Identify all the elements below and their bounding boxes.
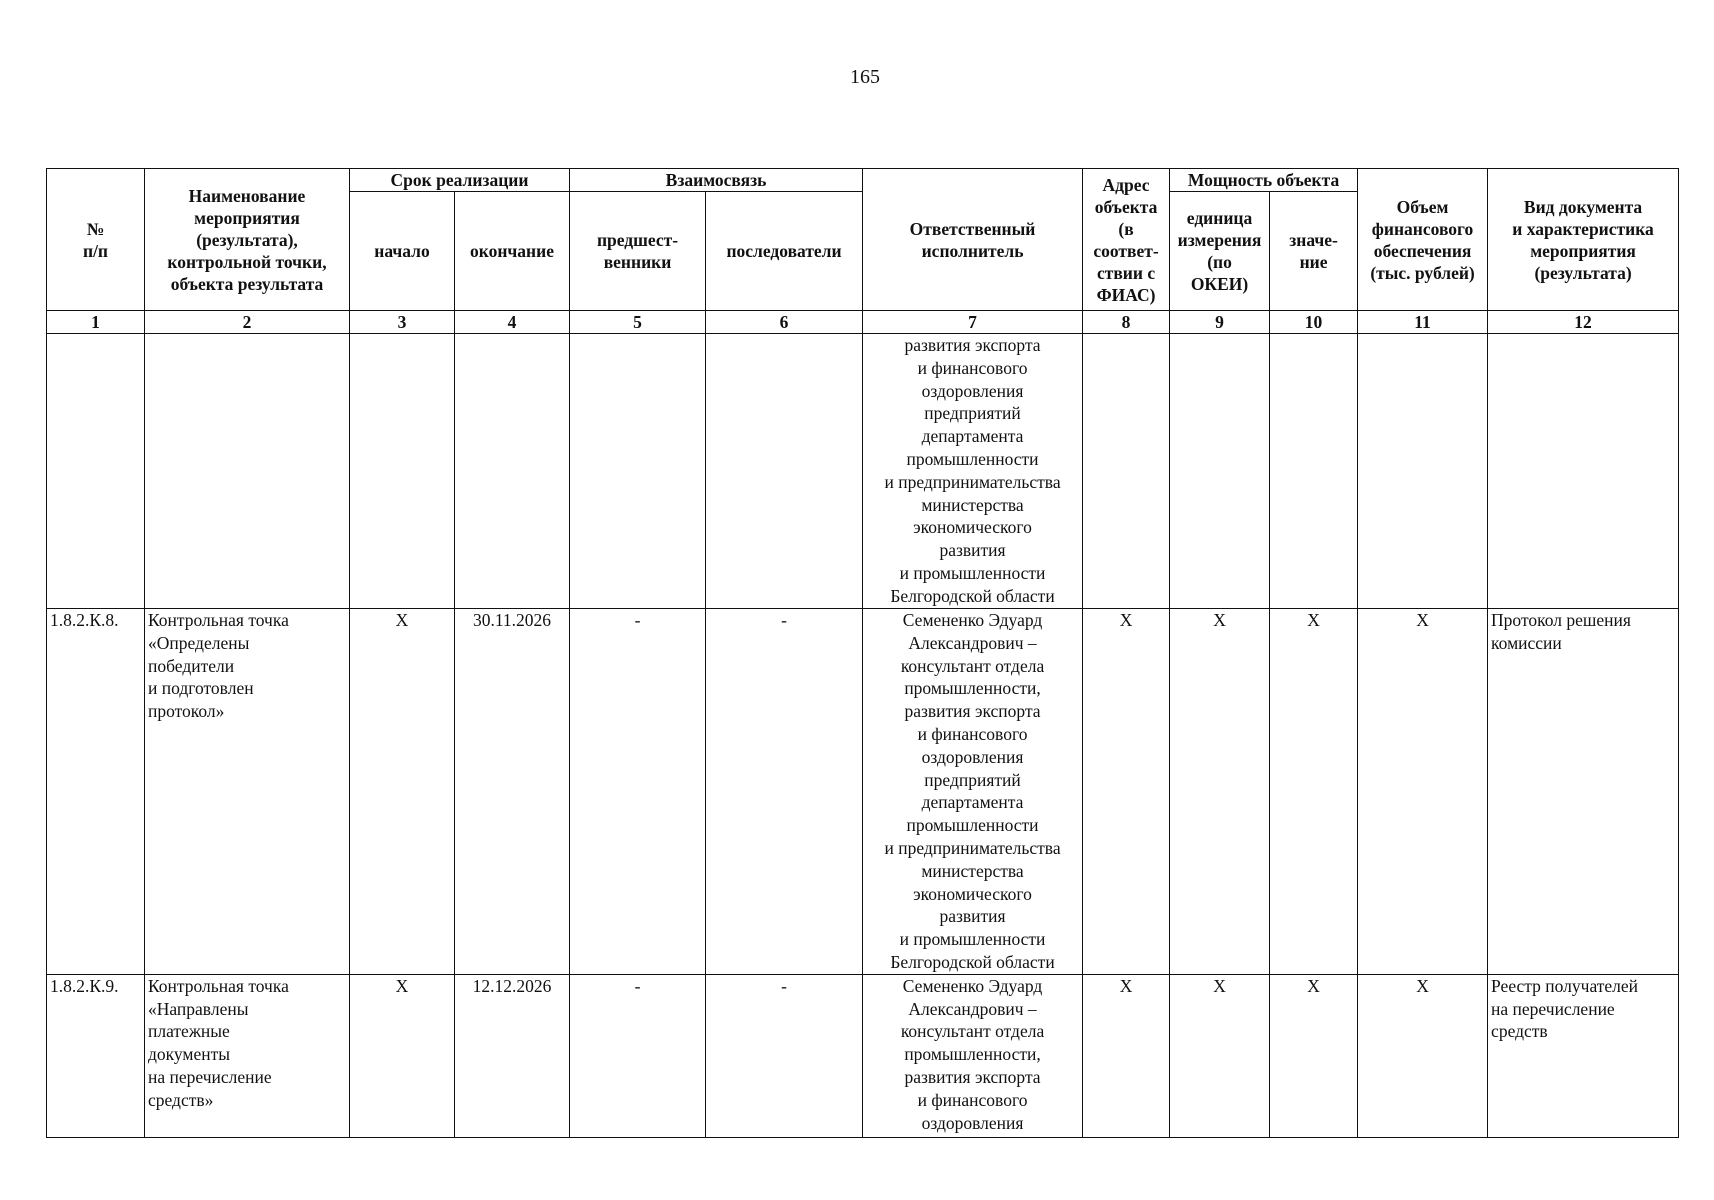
page-number: 165 [850,66,880,88]
header-term-end: окончание [455,192,570,311]
text-line: комиссии [1491,632,1562,653]
header-name [145,169,350,311]
column-number: 6 [706,311,863,334]
text-line: средств» [148,1089,214,1110]
row-finance-cell: X [1358,974,1488,1137]
text-line: «Определены [148,632,250,653]
text-line: Белгородской области [890,951,1055,972]
text-line: средств [1491,1021,1548,1042]
text-line: (в [1118,218,1134,239]
row-name-cell [145,609,350,975]
header-address [1083,169,1170,311]
header-link-succ: последователи [706,192,863,311]
text-line: победители [148,655,235,676]
text-line: промышленности, [904,1044,1041,1065]
row-end-cell: 30.11.2026 [455,609,570,975]
row-start-cell [350,334,455,609]
row-responsible-cell [863,334,1083,609]
text-line: Объем [1396,196,1449,217]
text-line: финансового [1371,218,1474,239]
text-line: и промышленности [899,929,1046,950]
text-line: оздоровления [921,1112,1024,1133]
text-line: промышленности [906,815,1039,836]
text-line: развития экспорта [904,701,1041,722]
text-line: и финансового [917,1089,1028,1110]
row-responsible-cell [863,974,1083,1137]
text-line: Ответственный [909,218,1036,239]
row-doc-cell [1488,334,1679,609]
header-responsible [863,169,1083,311]
header-capacity-group: Мощность объекта [1170,169,1358,192]
text-line: Протокол решения [1491,610,1631,630]
header-finance [1358,169,1488,311]
text-line: предприятий [924,403,1021,424]
plan-table [46,168,1679,1138]
header-num [47,169,145,311]
text-line: оздоровления [921,380,1024,401]
text-line: Реестр получателей [1491,975,1639,996]
text-line: Контрольная точка [148,975,289,996]
text-line: мероприятия [194,207,300,228]
text-line: измерения [1177,230,1262,250]
header-group-row [47,169,1679,192]
row-pred-cell: - [570,609,706,975]
text-line: платежные [148,1021,230,1042]
row-pred-cell: - [570,974,706,1137]
text-line: единица [1186,208,1253,228]
text-line: Семененко Эдуард [902,610,1043,630]
text-line: ФИАС) [1096,284,1156,305]
table-row-continuation [47,334,1679,609]
header-term-group: Срок реализации [350,169,570,192]
text-line: промышленности [906,448,1039,469]
column-number-row [47,311,1679,334]
column-number: 10 [1270,311,1358,334]
text-line: консультант отдела [900,655,1045,676]
column-number: 12 [1488,311,1679,334]
text-line: и финансового [917,723,1028,744]
row-value-cell: X [1270,974,1358,1137]
column-number: 8 [1083,311,1170,334]
text-line: Вид документа [1523,196,1643,217]
text-line: и предпринимательства [884,471,1061,492]
text-line: предприятий [924,769,1021,790]
text-line: № [86,218,105,239]
text-line: (по [1207,252,1232,272]
header-unit [1170,192,1270,311]
text-line: Белгородской области [890,585,1055,606]
text-line: контрольной точки, [167,251,327,272]
text-line: департамента [921,426,1024,447]
text-line: промышленности, [904,678,1041,699]
row-end-cell: 12.12.2026 [455,974,570,1137]
text-line: развития [939,906,1006,927]
row-value-cell [1270,334,1358,609]
text-line: экономического [913,517,1032,538]
text-line: и подготовлен [148,678,254,699]
row-unit-cell [1170,334,1270,609]
text-line: ОКЕИ) [1190,274,1249,294]
text-line: оздоровления [921,746,1024,767]
row-unit-cell: X [1170,974,1270,1137]
row-doc-cell [1488,609,1679,975]
row-start-cell: X [350,974,455,1137]
text-line: Александрович – [908,998,1037,1019]
text-line: ние [1299,252,1328,272]
text-line: и промышленности [899,562,1046,583]
row-num-cell: 1.8.2.К.8. [47,609,145,975]
text-line: Адрес [1102,174,1150,195]
text-line: обеспечения [1373,240,1472,261]
text-line: и характеристика [1512,218,1654,239]
row-value-cell: X [1270,609,1358,975]
header-value [1270,192,1358,311]
header-link-pred [570,192,706,311]
text-line: предшест- [596,230,679,250]
text-line: на перечисление [1491,998,1615,1019]
text-line: развития [939,540,1006,561]
column-number: 5 [570,311,706,334]
row-succ-cell: - [706,609,863,975]
row-finance-cell: X [1358,609,1488,975]
row-finance-cell [1358,334,1488,609]
column-number: 4 [455,311,570,334]
text-line: Александрович – [908,632,1037,653]
row-address-cell [1083,334,1170,609]
column-number: 1 [47,311,145,334]
column-number: 9 [1170,311,1270,334]
row-address-cell: X [1083,974,1170,1137]
row-unit-cell: X [1170,609,1270,975]
text-line: на перечисление [148,1066,272,1087]
text-line: «Направлены [148,998,249,1019]
row-end-cell [455,334,570,609]
text-line: министерства [921,494,1024,515]
row-responsible-cell [863,609,1083,975]
text-line: ствии с [1096,262,1156,283]
table-row-k9 [47,974,1679,1137]
text-line: значе- [1289,230,1338,250]
row-pred-cell [570,334,706,609]
text-line: венники [603,252,672,272]
text-line: министерства [921,860,1024,881]
row-start-cell: X [350,609,455,975]
text-line: и предпринимательства [884,837,1061,858]
text-line: Семененко Эдуард [902,975,1043,996]
text-line: развития экспорта [904,1066,1041,1087]
text-line: протокол» [148,701,225,722]
text-line: соответ- [1093,240,1159,261]
text-line: экономического [913,883,1032,904]
text-line: объекта [1094,196,1158,217]
column-number: 11 [1358,311,1488,334]
column-number: 7 [863,311,1083,334]
header-doc [1488,169,1679,311]
text-line: (тыс. рублей) [1370,262,1475,283]
column-number: 3 [350,311,455,334]
text-line: объекта результата [170,273,324,294]
text-line: Наименование [188,185,306,206]
text-line: Контрольная точка [148,610,289,630]
text-line: и финансового [917,357,1028,378]
row-succ-cell [706,334,863,609]
text-line: (результата), [196,229,298,250]
text-line: исполнитель [921,240,1024,261]
row-num-cell [47,334,145,609]
text-line: консультант отдела [900,1021,1045,1042]
text-line: департамента [921,792,1024,813]
row-num-cell: 1.8.2.К.9. [47,974,145,1137]
text-line: п/п [82,240,109,261]
row-name-cell [145,334,350,609]
text-line: документы [148,1044,231,1065]
text-line: развития экспорта [904,335,1041,355]
row-succ-cell: - [706,974,863,1137]
header-link-group: Взаимосвязь [570,169,863,192]
column-number: 2 [145,311,350,334]
table-row-k8 [47,609,1679,975]
row-doc-cell [1488,974,1679,1137]
text-line: (результата) [1534,262,1632,283]
row-address-cell: X [1083,609,1170,975]
text-line: мероприятия [1530,240,1636,261]
header-term-start: начало [350,192,455,311]
row-name-cell [145,974,350,1137]
